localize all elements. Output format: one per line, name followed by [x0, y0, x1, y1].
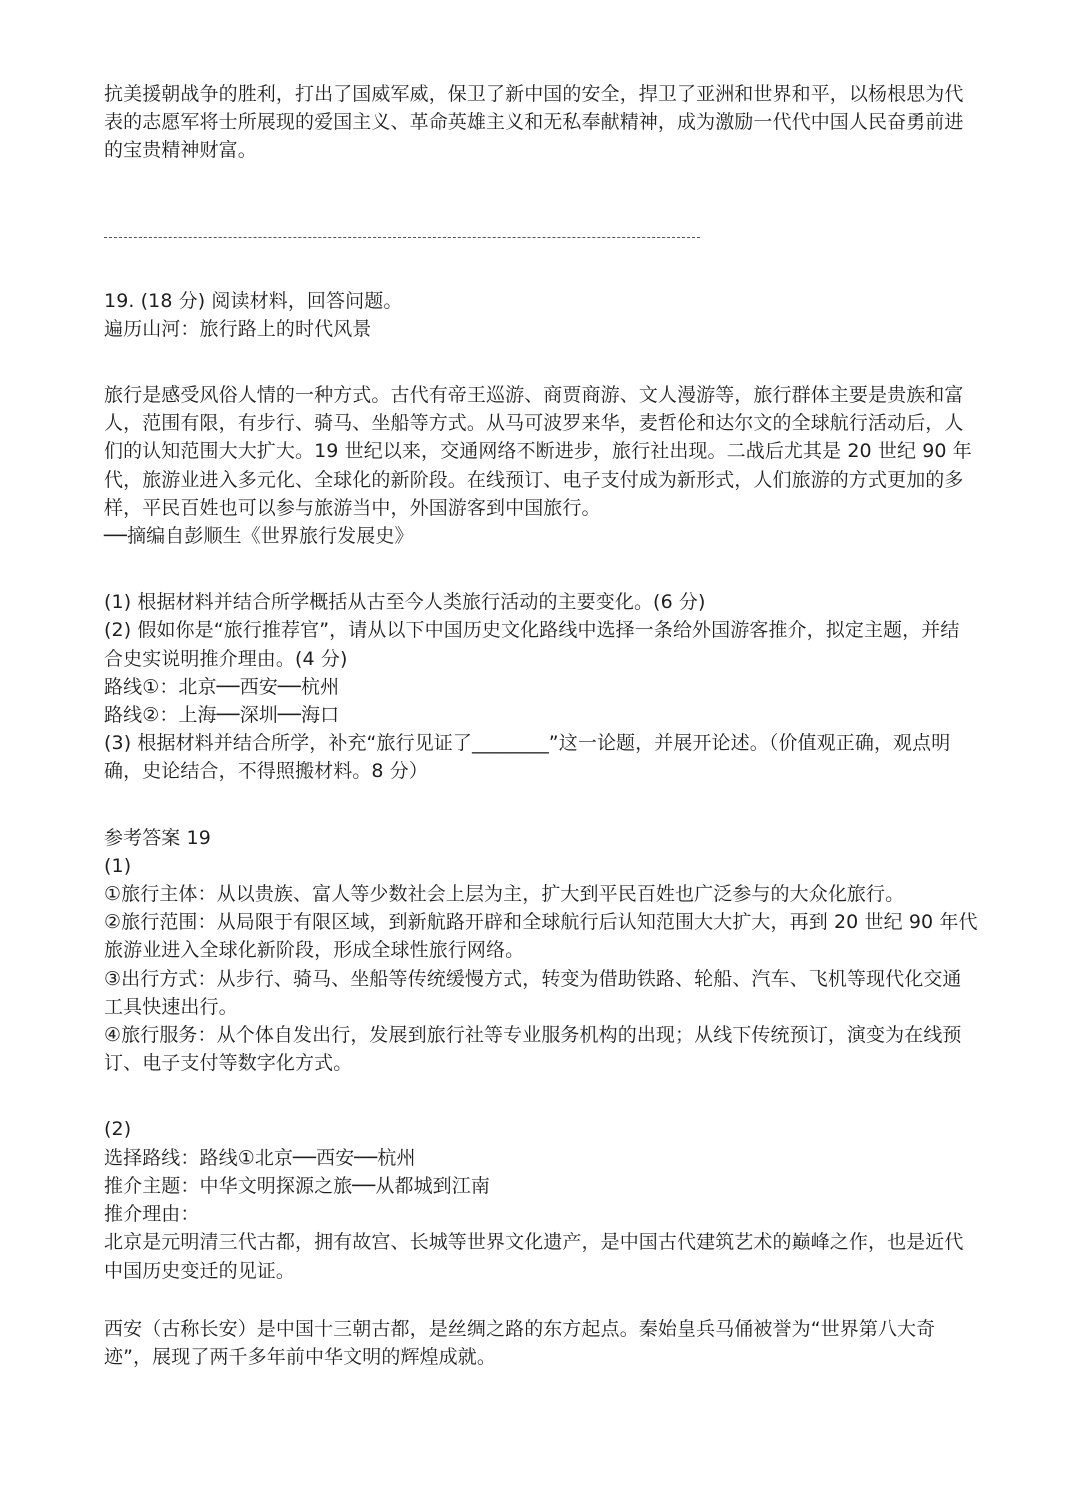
question-subtitle: 遍历山河：旅行路上的时代风景 — [104, 317, 372, 340]
question-header: 19. (18 分) 阅读材料，回答问题。 — [104, 289, 403, 312]
material-line: 样，平民百姓也可以参与旅游当中，外国游客到中国旅行。 — [104, 496, 601, 519]
material-source: ──摘编自彭顺生《世界旅行发展史》 — [104, 525, 414, 548]
intro-paragraph — [104, 80, 974, 165]
answer-line: 北京是元明清三代古都，拥有故宫、长城等世界文化遗产，是中国古代建筑艺术的巅峰之作，也是近代 — [104, 1231, 964, 1254]
sub-question-line: (2) 假如你是“旅行推荐官”，请从以下中国历史文化路线中选择一条给外国游客推介，拟定主题，并结 — [104, 619, 960, 642]
document-page — [104, 80, 978, 1371]
intro-line: 表的志愿军将士所展现的爱国主义、革命英雄主义和无私奉献精神，成为激励一代代中国人民奋勇前进 — [104, 111, 964, 134]
answer-line: ④旅行服务：从个体自发出行，发展到旅行社等专业服务机构的出现；从线下传统预订，演变为在线预 — [104, 1024, 962, 1047]
answer-line: ①旅行主体：从以贵族、富人等少数社会上层为主，扩大到平民百姓也广泛参与的大众化旅行。 — [104, 883, 905, 906]
sub-question-line: 合史实说明推介理由。(4 分) — [104, 647, 348, 670]
sub-question-line: 确，史论结合，不得照搬材料。8 分） — [104, 760, 428, 783]
sub-question-line: (1) 根据材料并结合所学概括从古至今人类旅行活动的主要变化。(6 分) — [104, 591, 706, 614]
material-line: 人，范围有限，有步行、骑马、坐船等方式。从马可波罗来华，麦哲伦和达尔文的全球航行活动后，人 — [104, 412, 964, 435]
answer-part-label: (2) — [104, 1118, 132, 1141]
question-block — [104, 287, 974, 786]
answer-block — [104, 824, 978, 1371]
material-line: 旅行是感受风俗人情的一种方式。古代有帝王巡游、商贾商游、文人漫游等，旅行群体主要是贵族和富 — [104, 384, 964, 407]
sub-question-line: (3) 根据材料并结合所学，补充“旅行见证了________”这一论题，并展开论述。（价值观正确，观点明 — [104, 732, 951, 755]
material-paragraph — [104, 381, 974, 550]
answer-line: 订、电子支付等数字化方式。 — [104, 1052, 353, 1075]
answer-title: 参考答案 19 — [104, 826, 211, 849]
answer-line: 工具快速出行。 — [104, 995, 238, 1018]
answer-line: 推介主题：中华文明探源之旅──从都城到江南 — [104, 1174, 490, 1197]
answer-part-label: (1) — [104, 854, 132, 877]
sub-questions — [104, 588, 974, 785]
intro-line: 抗美援朝战争的胜利，打出了国威军威，保卫了新中国的安全，捍卫了亚洲和世界和平，以杨根思为代 — [104, 83, 964, 105]
answer-line: 选择路线：路线①北京──西安──杭州 — [104, 1146, 416, 1169]
answer-line: 西安（古称长安）是中国十三朝古都，是丝绸之路的东方起点。秦始皇兵马俑被誉为“世界第八大奇 — [104, 1317, 936, 1340]
material-line: 代，旅游业进入多元化、全球化的新阶段。在线预订、电子支付成为新形式，人们旅游的方式更加的多 — [104, 468, 964, 491]
answer-line: 迹”，展现了两千多年前中华文明的辉煌成就。 — [104, 1345, 496, 1368]
intro-line: 的宝贵精神财富。 — [104, 139, 257, 162]
route-option: 路线①：北京──西安──杭州 — [104, 675, 340, 698]
answer-line: 推介理由： — [104, 1203, 200, 1226]
answer-line: ②旅行范围：从局限于有限区域，到新航路开辟和全球航行后认知范围大大扩大，再到 20 世纪 90 年代 — [104, 911, 978, 934]
material-line: 们的认知范围大大扩大。19 世纪以来，交通网络不断进步，旅行社出现。二战后尤其是 20 世纪 90 年 — [104, 440, 972, 463]
route-option: 路线②：上海──深圳──海口 — [104, 704, 340, 727]
answer-line: 中国历史变迁的见证。 — [104, 1259, 296, 1282]
answer-line: ③出行方式：从步行、骑马、坐船等传统缓慢方式，转变为借助铁路、轮船、汽车、飞机等现代化交通 — [104, 967, 962, 990]
answer-line: 旅游业进入全球化新阶段，形成全球性旅行网络。 — [104, 939, 525, 962]
